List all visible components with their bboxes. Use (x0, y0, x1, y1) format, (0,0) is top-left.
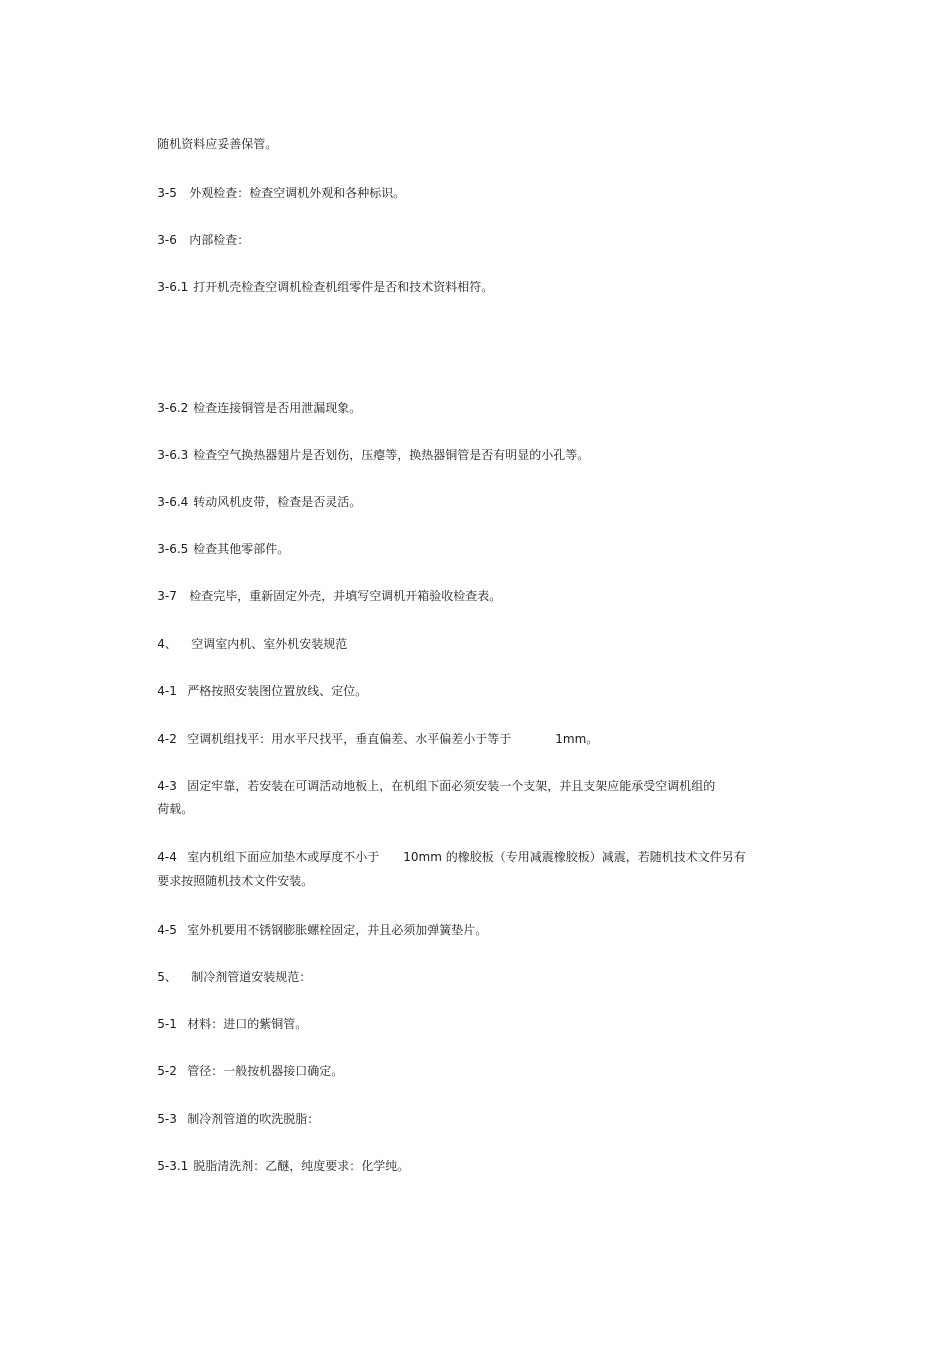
paragraph (142, 120, 277, 168)
paragraph-text: 检查其他零部件。 (193, 542, 290, 556)
paragraph (142, 667, 367, 715)
paragraph (142, 431, 589, 479)
paragraph (142, 906, 487, 954)
heading-text: 空调室内机、室外机安装规范 (191, 637, 348, 651)
paragraph (142, 572, 501, 620)
paragraph-text: 室外机要用不锈钢膨胀螺栓固定，并且必须加弹簧垫片。 (187, 923, 488, 937)
section-number: 4-2 (157, 732, 177, 746)
paragraph-text: 管径：一般按机器接口确定。 (187, 1064, 344, 1078)
section-number: 5-3 (157, 1112, 177, 1126)
paragraph-text: 检查完毕，重新固定外壳，并填写空调机开箱验收检查表。 (189, 589, 502, 603)
paragraph-text: 检查空气换热器翅片是否划伤，压瘪等，换热器铜管是否有明显的小孔等。 (193, 448, 590, 462)
section-number: 3-6.2 (157, 401, 189, 415)
paragraph-text: 固定牢靠，若安装在可调活动地板上，在机组下面必须安装一个支架，并且支架应能承受空调机组的 (187, 779, 716, 793)
paragraph (142, 384, 361, 432)
section-number: 5-3.1 (157, 1159, 189, 1173)
paragraph-text: 打开机壳检查空调机检查机组零件是否和技术资料相符。 (193, 280, 494, 294)
paragraph (142, 525, 289, 573)
section-number: 3-6.1 (157, 280, 189, 294)
paragraph-text: 材料：进口的紫铜管。 (187, 1017, 308, 1031)
section-number: 3-6.3 (157, 448, 189, 462)
section-heading (142, 953, 311, 1001)
paragraph-text: 转动风机皮带，检查是否灵活。 (193, 495, 362, 509)
paragraph-text: 空调机组找平：用水平尺找平，垂直偏差、水平偏差小于等于 (187, 732, 512, 746)
paragraph-tail: 1mm。 (555, 732, 599, 746)
paragraph-text: 室内机组下面应加垫木或厚度不小于 (187, 850, 380, 864)
paragraph-text: 严格按照安装图位置放线、定位。 (187, 684, 368, 698)
paragraph (142, 1095, 319, 1143)
paragraph-text: 脱脂清洗剂：乙醚，纯度要求：化学纯。 (193, 1159, 410, 1173)
section-number: 4-4 (157, 850, 177, 864)
paragraph-tail: 10mm 的橡胶板（专用减震橡胶板）减震，若随机技术文件另有 (403, 850, 746, 864)
paragraph-text: 荷载。 (157, 802, 194, 816)
paragraph-continuation (142, 785, 193, 833)
paragraph (142, 1142, 409, 1190)
paragraph (142, 263, 493, 311)
paragraph-text: 检查连接铜管是否用泄漏现象。 (193, 401, 362, 415)
section-number: 4-1 (157, 684, 177, 698)
section-number: 5-1 (157, 1017, 177, 1031)
section-number: 4-5 (157, 923, 177, 937)
section-number: 5、 (157, 970, 177, 984)
paragraph-text: 要求按照随机技术文件安装。 (157, 874, 314, 888)
paragraph (142, 762, 715, 810)
section-number: 3-6.5 (157, 542, 189, 556)
section-number: 4、 (157, 637, 177, 651)
paragraph (142, 1000, 307, 1048)
heading-text: 制冷剂管道安装规范： (191, 970, 312, 984)
section-number: 3-6.4 (157, 495, 189, 509)
section-number: 5-2 (157, 1064, 177, 1078)
paragraph (142, 169, 405, 217)
paragraph-text: 外观检查：检查空调机外观和各种标识。 (189, 186, 406, 200)
paragraph-text: 随机资料应妥善保管。 (157, 137, 278, 151)
section-heading (142, 620, 347, 668)
section-number: 3-7 (157, 589, 177, 603)
section-number: 3-6 (157, 233, 177, 247)
paragraph-text: 制冷剂管道的吹洗脱脂： (187, 1112, 320, 1126)
section-number: 4-3 (157, 779, 177, 793)
paragraph (142, 216, 249, 264)
section-number: 3-5 (157, 186, 177, 200)
paragraph (142, 715, 598, 763)
paragraph (142, 1047, 343, 1095)
paragraph-text: 内部检查： (189, 233, 250, 247)
paragraph (142, 478, 361, 526)
paragraph-continuation (142, 857, 313, 905)
